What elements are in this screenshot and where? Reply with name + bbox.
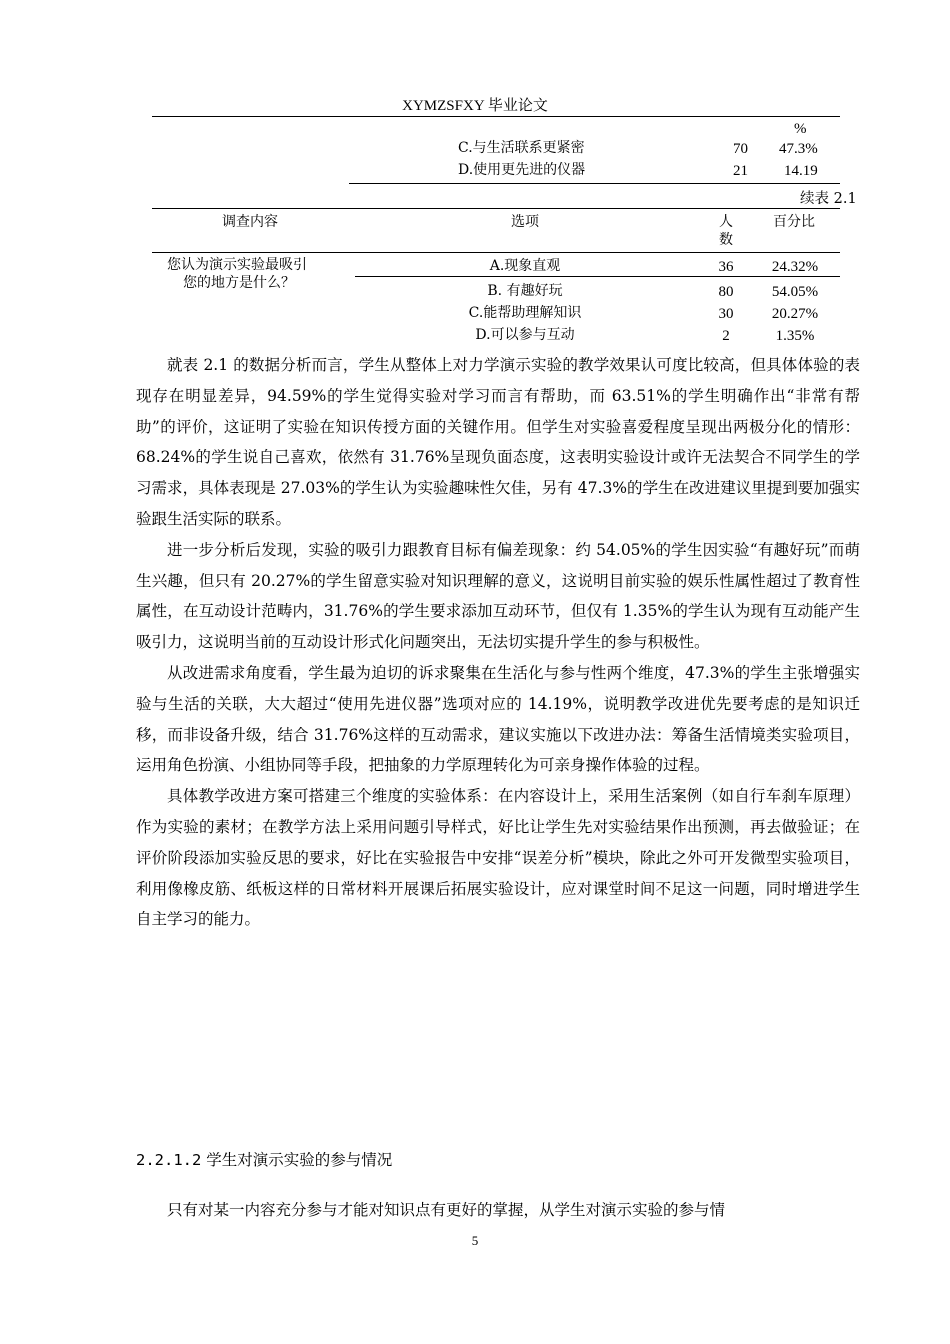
table-cell-option: C.与生活联系更紧密 (458, 140, 585, 156)
table-cell-count: 70 (733, 141, 748, 157)
section-title: 学生对演示实验的参与情况 (206, 1151, 393, 1169)
table-continued-caption: 续表 2.1 (800, 191, 857, 207)
table-cell-option: D.使用更先进的仪器 (458, 162, 586, 178)
table-header-rule (152, 252, 840, 253)
table-cell-option: C.能帮助理解知识 (468, 305, 582, 321)
table-cell-count: 21 (733, 163, 748, 179)
body-text (136, 350, 860, 935)
paragraph: 进一步分析后发现，实验的吸引力跟教育目标有偏差现象：约 54.05%的学生因实验“有趣好玩”而萌生兴趣，但只有 20.27%的学生留意实验对知识理解的意义，这说明目前实验的娱乐性属性超过了教育性属性，在互动设计范畴内，31.76%的学生要求添加互动环节，但仅有 1.35%的学生认为现有互动能产生吸引力，这说明当前的互动设计形式化问题突出，无法切实提升学生的参与积极性。 (136, 540, 860, 652)
table-cell-percent: 47.3% (779, 141, 818, 157)
section-number: 2.2.1.2 (136, 1151, 202, 1169)
paragraph: 就表 2.1 的数据分析而言，学生从整体上对力学演示实验的教学效果认可度比较高，但具体体验的表现存在明显差异，94.59%的学生觉得实验对学习而言有帮助，而 63.51%的学生明确作出“非常有帮助”的评价，这证明了实验在知识传授方面的关键作用。但学生对实验喜爱程度呈现出两极分化的情形：68.24%的学生说自己喜欢，依然有 31.76%呈现负面态度，这表明实验设计或许无法契合不同学生的学习需求，具体表现是 27.03%的学生认为实验趣味性欠佳，另有 47.3%的学生在改进建议里提到要加强实验跟生活实际的联系。 (136, 356, 860, 528)
header-rule (152, 116, 840, 117)
table-bottom-rule (349, 183, 840, 184)
table-cell-option: D.可以参与互动 (475, 327, 575, 343)
document-header-title: XYMZSFXY 毕业论文 (402, 98, 548, 114)
column-header-percent: 百分比 (773, 214, 815, 230)
column-header-count: 数 (719, 232, 733, 248)
table-cell-percent: 1.35% (775, 328, 815, 344)
paragraph: 从改进需求角度看，学生最为迫切的诉求聚集在生活化与参与性两个维度，47.3%的学生主张增强实验与生活的关联，大大超过“使用先进仪器”选项对应的 14.19%，说明教学改进优先要考虑的是知识迁移，而非设备升级，结合 31.76%这样的互动需求，建议实施以下改进办法：筹备生活情境类实验项目，运用角色扮演、小组协同等手段，把抽象的力学原理转化为可亲身操作体验的过程。 (136, 663, 860, 775)
table-cell-option: A.现象直观 (489, 258, 561, 274)
section-heading (136, 1148, 392, 1170)
page-number: 5 (471, 1233, 479, 1248)
table-cell-count: 2 (722, 328, 730, 344)
table-row-rule (355, 276, 840, 277)
table-cell-percent: 14.19 (784, 163, 818, 179)
survey-question: 您的地方是什么？ (183, 275, 295, 291)
table-cell-percent: 54.05% (771, 284, 819, 300)
column-header-option: 选项 (511, 214, 539, 230)
table-cell-percent: 20.27% (771, 306, 819, 322)
table-cell-count: 36 (718, 259, 734, 275)
table-cell-count: 80 (718, 284, 734, 300)
column-header-count: 人 (719, 214, 733, 230)
paragraph: 具体教学改进方案可搭建三个维度的实验体系：在内容设计上，采用生活案例（如自行车刹车原理）作为实验的素材；在教学方法上采用问题引导样式，好比让学生先对实验结果作出预测，再去做验证；在评价阶段添加实验反思的要求，好比在实验报告中安排“误差分析”模块，除此之外可开发微型实验项目，利用像橡皮筋、纸板这样的日常材料开展课后拓展实验设计，应对课堂时间不足这一问题，同时增进学生自主学习的能力。 (136, 787, 860, 929)
paragraph-continuation: 只有对某一内容充分参与才能对知识点有更好的掌握，从学生对演示实验的参与情 (167, 1201, 726, 1219)
table-cell-option: B. 有趣好玩 (487, 283, 563, 299)
table-top-rule (152, 208, 840, 209)
table-cell-count: 30 (718, 306, 734, 322)
column-header-content: 调查内容 (222, 214, 278, 230)
table-cell-percent: 24.32% (771, 259, 819, 275)
survey-question: 您认为演示实验最吸引 (167, 257, 307, 273)
percent-header-fragment: % (794, 121, 807, 137)
